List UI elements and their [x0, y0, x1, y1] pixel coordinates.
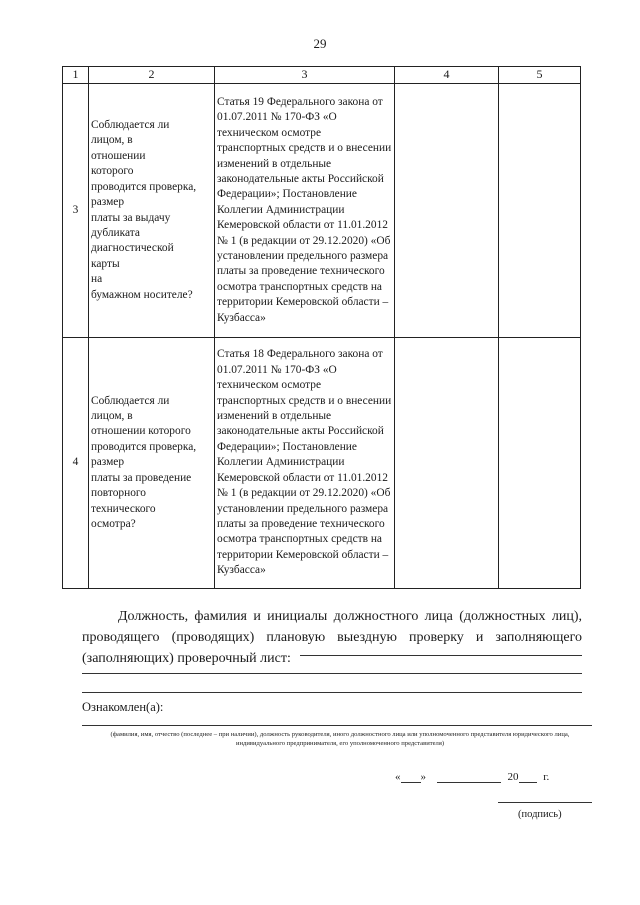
acknowledged-line[interactable]	[82, 725, 592, 726]
acknowledged-label: Ознакомлен(а):	[82, 700, 164, 714]
date-month-blank[interactable]	[437, 782, 501, 783]
page-number: 29	[313, 36, 327, 51]
blank-line[interactable]	[82, 692, 582, 693]
table-row	[63, 338, 581, 589]
date-year-prefix: 20	[507, 771, 519, 783]
fine-print: (фамилия, имя, отчество (последнее – при наличии), должность руководителя, иного должностного лица или уполномоченного представителя юридического лица, индивидуального предпринимателя, его уполномоченного представителя)	[110, 731, 570, 747]
column-header: 1	[63, 67, 89, 84]
date-day-blank[interactable]	[401, 782, 421, 783]
row-number: 3	[63, 84, 89, 338]
official-name-line[interactable]	[300, 655, 582, 656]
table-row	[63, 84, 581, 338]
official-paragraph: Должность, фамилия и инициалы должностного лица (должностных лиц), проводящего (проводящих) плановую выездную проверку и заполняющего (заполняющих) проверочный лист:	[82, 609, 582, 666]
question-cell: Соблюдается ли лицом, в отношении которого проводится проверка, размер платы за проведение повторного технического осмотра?	[89, 338, 215, 589]
answer-cell[interactable]	[395, 84, 499, 338]
column-header: 2	[89, 67, 215, 84]
table-header-row	[63, 67, 581, 84]
legal-basis-cell: Статья 19 Федерального закона от 01.07.2011 № 170-ФЗ «О техническом осмотре транспортных средств и о внесении изменений в отдельные законодательные акты Российской Федерации»; Постановление Коллегии Администрации Кемеровской области от 11.01.2012 № 1 (в редакции от 29.12.2020) «Об установлении предельного размера платы за проведение технического осмотра транспортных средств на территории Кемеровской области – Кузбасса»	[215, 84, 395, 338]
date-year-suffix: г.	[543, 771, 550, 783]
row-number: 4	[63, 338, 89, 589]
answer-cell[interactable]	[395, 338, 499, 589]
signature-line[interactable]	[498, 802, 592, 803]
date-field	[395, 771, 595, 783]
legal-basis-cell: Статья 18 Федерального закона от 01.07.2011 № 170-ФЗ «О техническом осмотре транспортных средств и о внесении изменений в отдельные законодательные акты Российской Федерации»; Постановление Коллегии Администрации Кемеровской области от 11.01.2012 № 1 (в редакции от 29.12.2020) «Об установлении предельного размера платы за проведение технического осмотра транспортных средств на территории Кемеровской области – Кузбасса»	[215, 338, 395, 589]
checklist-table	[62, 66, 581, 589]
note-cell[interactable]	[499, 84, 581, 338]
question-cell: Соблюдается ли лицом, в отношении которого проводится проверка, размер платы за выдачу дубликата диагностической карты на бумажном носителе?	[89, 84, 215, 338]
blank-line[interactable]	[82, 673, 582, 674]
note-cell[interactable]	[499, 338, 581, 589]
signature-label: (подпись)	[518, 809, 562, 820]
date-open-quote: «	[395, 771, 401, 783]
column-header: 4	[395, 67, 499, 84]
column-header: 3	[215, 67, 395, 84]
date-close-quote: »	[420, 771, 426, 783]
date-year-blank[interactable]	[519, 782, 537, 783]
column-header: 5	[499, 67, 581, 84]
